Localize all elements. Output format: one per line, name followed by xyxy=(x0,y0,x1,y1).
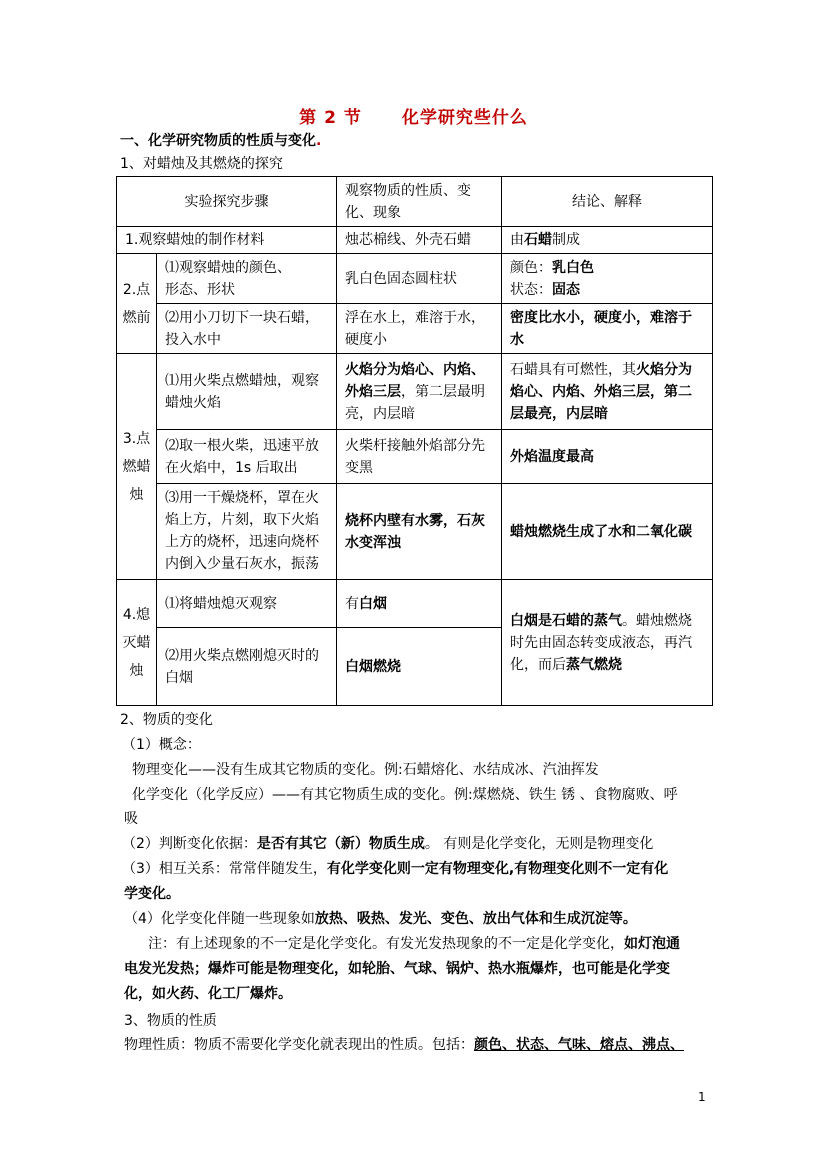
row3c-conclusion: 蜡烛燃烧生成了水和二氧化碳 xyxy=(502,484,713,580)
judgement-basis: （2）判断变化依据：是否有其它（新）物质生成。 有则是化学变化，无则是物理变化 xyxy=(122,836,654,852)
row3b-observation: 火柴杆接触外焰部分先变黑 xyxy=(337,430,502,484)
row3a-observation: 火焰分为焰心、内焰、外焰三层，第二层最明亮，内层暗 xyxy=(337,354,502,430)
relationship-cont: 学变化。 xyxy=(124,886,180,902)
row1-observation: 烛芯棉线、外壳石蜡 xyxy=(337,227,502,254)
note-line-3: 化，如火药、化工厂爆炸。 xyxy=(124,986,292,1002)
section-heading-1: 一、化学研究物质的性质与变化. xyxy=(120,133,322,149)
row2a-step: ⑴观察蜡烛的颜色、 形态、形状 xyxy=(157,254,337,304)
group3-label: 3.点燃蜡烛 xyxy=(117,354,157,580)
physical-change-def: 物理变化——没有生成其它物质的变化。例:石蜡熔化、水结成冰、汽油挥发 xyxy=(132,762,599,778)
section-2-heading: 2、物质的变化 xyxy=(120,712,213,728)
row3b-step: ⑵取一根火柴，迅速平放在火焰中，1s 后取出 xyxy=(157,430,337,484)
section-3-heading: 3、物质的性质 xyxy=(124,1013,217,1029)
row2b-observation: 浮在水上，难溶于水，硬度小 xyxy=(337,304,502,354)
sub-heading-1: 1、对蜡烛及其燃烧的探究 xyxy=(120,156,283,172)
row4b-observation: 白烟燃烧 xyxy=(337,628,502,706)
row2b-step: ⑵用小刀切下一块石蜡，投入水中 xyxy=(157,304,337,354)
note-line-2: 电发光发热；爆炸可能是物理变化，如轮胎、气球、锅炉、热水瓶爆炸，也可能是化学变 xyxy=(124,961,670,977)
row2a-conclusion: 颜色：乳白色 状态：固态 xyxy=(502,254,713,304)
physical-property-def: 物理性质：物质不需要化学变化就表现出的性质。包括：颜色、状态、气味、熔点、沸点、 xyxy=(124,1037,684,1053)
note-line-1: 注：有上述现象的不一定是化学变化。有发光发热现象的不一定是化学变化，如灯泡通 xyxy=(148,936,680,952)
row3a-conclusion: 石蜡具有可燃性，其火焰分为焰心、内焰、外焰三层，第二层最亮，内层暗 xyxy=(502,354,713,430)
header-conclusion: 结论、解释 xyxy=(502,177,713,227)
page-number: 1 xyxy=(698,1090,706,1104)
row2b-conclusion: 密度比水小，硬度小，难溶于水 xyxy=(502,304,713,354)
header-steps: 实验探究步骤 xyxy=(117,177,337,227)
row3c-step: ⑶用一干燥烧杯，罩在火焰上方，片刻，取下火焰上方的烧杯，迅速向烧杯内倒入少量石灰水，振荡 xyxy=(157,484,337,580)
header-observation: 观察物质的性质、变化、现象 xyxy=(337,177,502,227)
chemical-change-def-cont: 吸 xyxy=(124,811,138,827)
row1-conclusion: 由石蜡制成 xyxy=(502,227,713,254)
row1-step: 1.观察蜡烛的制作材料 xyxy=(117,227,337,254)
relationship: （3）相互关系：常常伴随发生，有化学变化则一定有物理变化,有物理变化则不一定有化 xyxy=(122,861,669,877)
row4a-step: ⑴将蜡烛熄灭观察 xyxy=(157,580,337,628)
row3c-observation: 烧杯内壁有水雾，石灰水变浑浊 xyxy=(337,484,502,580)
chemical-change-def: 化学变化（化学反应）——有其它物质生成的变化。例:煤燃烧、铁生 锈 、食物腐败、呼 xyxy=(132,787,678,803)
row4a-observation: 有白烟 xyxy=(337,580,502,628)
experiment-table xyxy=(116,176,713,706)
row3b-conclusion: 外焰温度最高 xyxy=(502,430,713,484)
row2a-observation: 乳白色固态圆柱状 xyxy=(337,254,502,304)
phenomena: （4）化学变化伴随一些现象如放热、吸热、发光、变色、放出气体和生成沉淀等。 xyxy=(124,911,637,927)
page-title: 第 2 节 化学研究些什么 xyxy=(299,108,528,128)
group4-label: 4.熄灭蜡烛 xyxy=(117,580,157,706)
row4b-step: ⑵用火柴点燃刚熄灭时的白烟 xyxy=(157,628,337,706)
group2-label: 2.点燃前 xyxy=(117,254,157,354)
row4-conclusion: 白烟是石蜡的蒸气。蜡烛燃烧时先由固态转变成液态，再汽化，而后蒸气燃烧 xyxy=(502,580,713,706)
row3a-step: ⑴用火柴点燃蜡烛，观察蜡烛火焰 xyxy=(157,354,337,430)
concept-heading: （1）概念： xyxy=(122,737,201,753)
